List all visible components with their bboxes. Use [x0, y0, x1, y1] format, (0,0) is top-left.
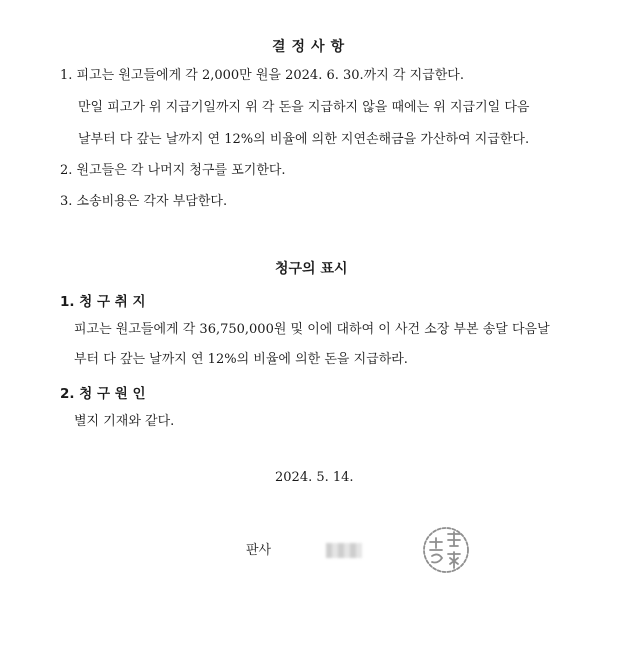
judge-seal-stamp	[420, 524, 472, 576]
claim-cause-heading: 2. 청 구 원 인	[60, 386, 146, 402]
claim-purpose-line-2: 부터 다 갚는 날까지 연 12%의 비율에 의한 돈을 지급하라.	[74, 352, 408, 367]
redacted-judge-name	[326, 543, 362, 558]
claim-purpose-line-1: 피고는 원고들에게 각 36,750,000원 및 이에 대하여 이 사건 소장 부본 송달 다음날	[74, 322, 550, 337]
claim-purpose-heading: 1. 청 구 취 지	[60, 294, 146, 310]
decision-item-1-cont-2: 날부터 다 갚는 날까지 연 12%의 비율에 의한 지연손해금을 가산하여 지급한다.	[78, 132, 530, 147]
decision-title: 결정사항	[272, 39, 351, 55]
decision-item-3: 3. 소송비용은 각자 부담한다.	[60, 194, 228, 209]
decision-item-2: 2. 원고들은 각 나머지 청구를 포기한다.	[60, 163, 286, 178]
decision-item-1-cont-1: 만일 피고가 위 지급기일까지 위 각 돈을 지급하지 않을 때에는 위 지급기일 다음	[78, 100, 530, 115]
claim-title: 청구의 표시	[275, 261, 348, 277]
claim-cause-line: 별지 기재와 같다.	[74, 414, 175, 429]
decision-item-1: 1. 피고는 원고들에게 각 2,000만 원을 2024. 6. 30.까지 각 지급한다.	[60, 68, 464, 83]
document-date: 2024. 5. 14.	[275, 470, 354, 485]
judge-label: 판사	[246, 543, 272, 558]
